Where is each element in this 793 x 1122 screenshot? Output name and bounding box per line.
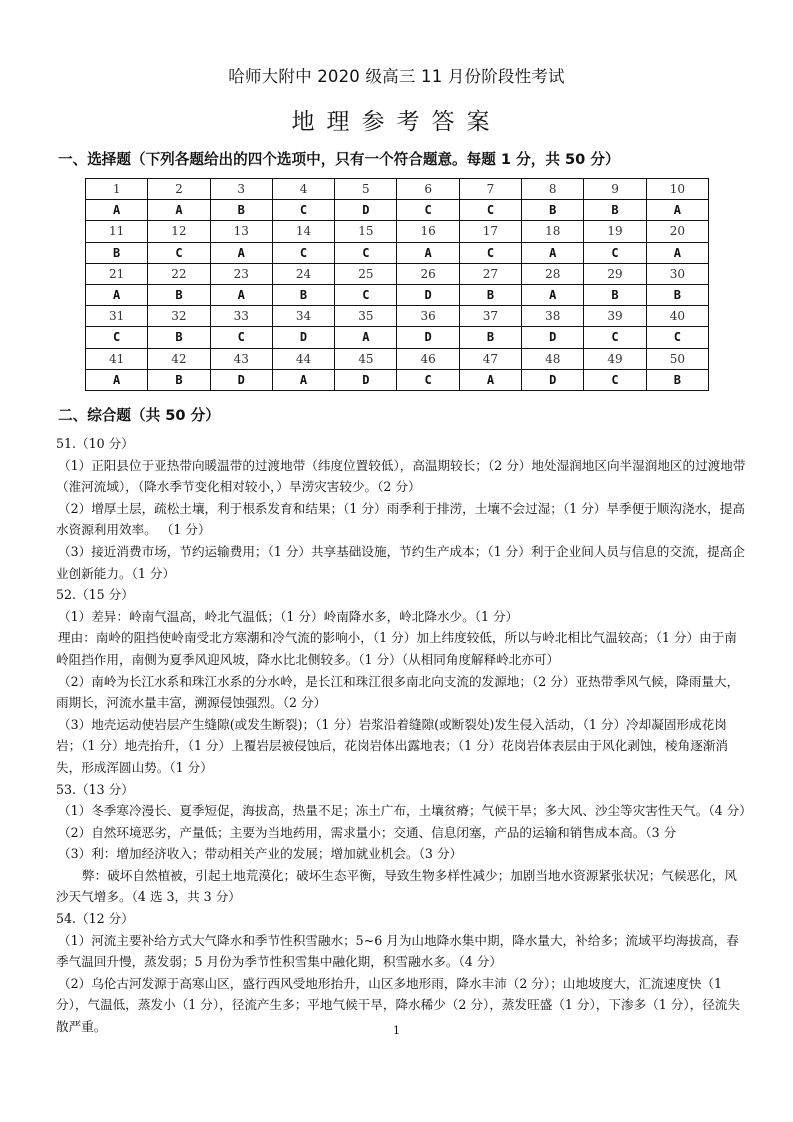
question-number-cell: 25	[335, 263, 397, 284]
answer-paragraph: （1）冬季寒冷漫长、夏季短促，海拔高，热量不足；冻土广布，土壤贫瘠；气候干旱；多大风、沙尘等灾害性天气。（4 分）	[58, 803, 752, 819]
question-number-cell: 12	[148, 221, 210, 242]
question-heading: 54.（12 分）	[56, 911, 134, 927]
answer-cell: A	[272, 369, 334, 390]
question-number-cell: 21	[86, 263, 148, 284]
answer-cell: B	[148, 284, 210, 305]
answer-cell: D	[522, 327, 584, 348]
answer-paragraph: （1）正阳县位于亚热带向暖温带的过渡地带（纬度位置较低），高温期较长；（2 分）地处湿润地区向半湿润地区的过渡地带（淮河流域），（降水季节变化相对较小，）旱涝灾害较少。（2 分）	[56, 457, 746, 495]
question-number-cell: 49	[584, 348, 646, 369]
question-number-row	[86, 306, 709, 327]
question-number-cell: 20	[646, 221, 708, 242]
question-number-cell: 2	[148, 179, 210, 200]
question-number-cell: 27	[459, 263, 521, 284]
answer-cell: A	[459, 369, 521, 390]
answer-cell: B	[86, 242, 148, 263]
question-number-row	[86, 179, 709, 200]
question-number-cell: 4	[272, 179, 334, 200]
exam-title: 哈师大附中 2020 级高三 11 月份阶段性考试	[228, 67, 565, 86]
question-number-cell: 46	[397, 348, 459, 369]
answer-cell: D	[272, 327, 334, 348]
answer-cell: B	[584, 200, 646, 221]
question-number-cell: 26	[397, 263, 459, 284]
answer-cell: C	[272, 242, 334, 263]
question-number-cell: 31	[86, 306, 148, 327]
answer-cell: A	[210, 242, 272, 263]
answer-row	[86, 327, 709, 348]
question-number-cell: 48	[522, 348, 584, 369]
answer-cell: D	[335, 369, 397, 390]
document-title: 地理参考答案	[291, 109, 502, 135]
answer-row	[86, 200, 709, 221]
question-number-cell: 14	[272, 221, 334, 242]
answer-body-text	[56, 433, 752, 1038]
question-number-cell: 13	[210, 221, 272, 242]
answer-cell: B	[210, 200, 272, 221]
answer-cell: C	[459, 200, 521, 221]
question-number-cell: 16	[397, 221, 459, 242]
answer-paragraph: 弊：破坏自然植被，引起土地荒漠化；破坏生态平衡，导致生物多样性减少；加剧当地水资源紧张状况；气候恶化，风沙天气增多。（4 选 3，共 3 分）	[56, 867, 737, 905]
answer-paragraph: （2）乌伦古河发源于高寒山区，盛行西风受地形抬升，山区多地形雨，降水丰沛（2 分）；山地坡度大，汇流速度快（1 分），气温低，蒸发小（1 分），径流产生多；平地气候干旱，降水稀少（2 分），蒸发旺盛（1 分），下渗多（1 分），径流失散严重。	[56, 975, 741, 1035]
page-number: 1	[393, 1024, 400, 1037]
question-number-cell: 45	[335, 348, 397, 369]
answer-paragraph: （3）地壳运动使岩层产生缝隙(或发生断裂)；（1 分）岩浆沿着缝隙(或断裂处)发生侵入活动，（1 分）冷却凝固形成花岗岩；（1 分）地壳抬升，（1 分）上覆岩层被侵蚀后，花岗岩体出露地表；（1 分）花岗岩体表层由于风化剥蚀，棱角逐渐消失，形成浑圆山势。（1 分）	[56, 716, 729, 775]
answer-cell: B	[522, 200, 584, 221]
question-number-cell: 34	[272, 306, 334, 327]
question-number-cell: 7	[459, 179, 521, 200]
question-number-cell: 29	[584, 263, 646, 284]
question-number-cell: 47	[459, 348, 521, 369]
answer-cell: B	[459, 327, 521, 348]
question-number-cell: 23	[210, 263, 272, 284]
question-heading: 53.（13 分）	[56, 781, 134, 797]
question-number-cell: 8	[522, 179, 584, 200]
question-number-cell: 1	[86, 179, 148, 200]
question-number-cell: 44	[272, 348, 334, 369]
answer-cell: A	[646, 242, 708, 263]
question-number-cell: 35	[335, 306, 397, 327]
answer-cell: A	[86, 200, 148, 221]
question-number-cell: 28	[522, 263, 584, 284]
answer-cell: B	[646, 369, 708, 390]
question-number-cell: 15	[335, 221, 397, 242]
answer-paragraph: （3）接近消费市场，节约运输费用；（1 分）共享基础设施，节约生产成本；（1 分）利于企业间人员与信息的交流，提高企业创新能力。（1 分）	[56, 543, 745, 581]
answer-cell: A	[86, 369, 148, 390]
answer-cell: B	[148, 327, 210, 348]
question-number-cell: 9	[584, 179, 646, 200]
section2-heading: 二、综合题（共 50 分）	[58, 407, 220, 424]
answer-cell: D	[522, 369, 584, 390]
answer-paragraph: （2）增厚土层，疏松土壤，利于根系发育和结果；（1 分）雨季利于排涝，土壤不会过湿；（1 分）旱季便于顺沟浇水，提高水资源利用效率。 （1 分）	[56, 500, 745, 538]
answer-cell: C	[397, 200, 459, 221]
answer-paragraph: 理由：南岭的阻挡使岭南受北方寒潮和冷气流的影响小，（1 分）加上纬度较低，所以与岭北相比气温较高；（1 分）由于南岭阻挡作用，南侧为夏季风迎风坡，降水比北侧较多。（1 分）（从相同角度解释岭北亦可）	[56, 630, 737, 667]
question-number-cell: 22	[148, 263, 210, 284]
question-number-cell: 40	[646, 306, 708, 327]
answer-cell: B	[584, 284, 646, 305]
question-number-cell: 18	[522, 221, 584, 242]
question-number-cell: 32	[148, 306, 210, 327]
answer-row	[86, 242, 709, 263]
answer-cell: A	[522, 242, 584, 263]
answer-cell: D	[335, 200, 397, 221]
answer-cell: C	[148, 242, 210, 263]
answer-paragraph: （3）利：增加经济收入；带动相关产业的发展；增加就业机会。（3 分）	[58, 846, 463, 862]
answer-row	[86, 284, 709, 305]
question-number-cell: 10	[646, 179, 708, 200]
question-number-cell: 19	[584, 221, 646, 242]
question-number-cell: 37	[459, 306, 521, 327]
answer-cell: C	[459, 242, 521, 263]
question-number-cell: 36	[397, 306, 459, 327]
answer-cell: C	[584, 369, 646, 390]
answer-cell: D	[397, 284, 459, 305]
question-heading: 52.（15 分）	[56, 587, 134, 603]
question-number-cell: 33	[210, 306, 272, 327]
answer-cell: C	[584, 327, 646, 348]
answer-cell: D	[397, 327, 459, 348]
answer-cell: A	[522, 284, 584, 305]
question-number-cell: 17	[459, 221, 521, 242]
question-number-cell: 11	[86, 221, 148, 242]
question-number-cell: 24	[272, 263, 334, 284]
question-number-cell: 39	[584, 306, 646, 327]
answer-cell: D	[210, 369, 272, 390]
question-number-cell: 41	[86, 348, 148, 369]
question-number-cell: 38	[522, 306, 584, 327]
question-number-cell: 30	[646, 263, 708, 284]
answer-cell: A	[148, 200, 210, 221]
answer-cell: B	[148, 369, 210, 390]
question-number-cell: 6	[397, 179, 459, 200]
question-heading: 51.（10 分）	[56, 436, 134, 451]
answer-cell: A	[210, 284, 272, 305]
question-number-cell: 5	[335, 179, 397, 200]
answer-cell: B	[459, 284, 521, 305]
answer-cell: B	[272, 284, 334, 305]
answer-cell: A	[86, 284, 148, 305]
answer-cell: C	[646, 327, 708, 348]
answer-paragraph: （2）南岭为长江水系和珠江水系的分水岭，是长江和珠江很多南北向支流的发源地；（2 分）亚热带季风气候，降雨量大，雨期长，河流水量丰富，溯源侵蚀强烈。（2 分）	[56, 673, 740, 711]
answer-cell: A	[646, 200, 708, 221]
question-number-cell: 50	[646, 348, 708, 369]
answer-cell: C	[272, 200, 334, 221]
answer-cell: B	[646, 284, 708, 305]
question-number-cell: 43	[210, 348, 272, 369]
answer-paragraph: （1）差异：岭南气温高，岭北气温低；（1 分）岭南降水多，岭北降水少。（1 分）	[58, 608, 519, 624]
answer-cell: C	[584, 242, 646, 263]
answer-cell: A	[335, 327, 397, 348]
question-number-cell: 3	[210, 179, 272, 200]
answer-paragraph: （1）河流主要补给方式大气降水和季节性积雪融水；5~6 月为山地降水集中期，降水量大，补给多；流域平均海拔高，春季气温回升慢，蒸发弱；5 月份为季节性积雪集中融化期，积雪融水多。（4 分）	[56, 932, 739, 970]
answer-cell: C	[397, 369, 459, 390]
answer-table	[85, 178, 709, 391]
section1-heading: 一、选择题（下列各题给出的四个选项中，只有一个符合题意。每题 1 分，共 50 分）	[58, 151, 620, 168]
answer-row	[86, 369, 709, 390]
answer-cell: A	[397, 242, 459, 263]
answer-cell: C	[335, 284, 397, 305]
question-number-row	[86, 221, 709, 242]
answer-cell: C	[335, 242, 397, 263]
question-number-row	[86, 348, 709, 369]
answer-paragraph: （2）自然环境恶劣，产量低；主要为当地药用，需求量小；交通、信息闭塞，产品的运输和销售成本高。（3 分	[58, 824, 677, 840]
question-number-row	[86, 263, 709, 284]
answer-cell: C	[210, 327, 272, 348]
answer-cell: C	[86, 327, 148, 348]
question-number-cell: 42	[148, 348, 210, 369]
